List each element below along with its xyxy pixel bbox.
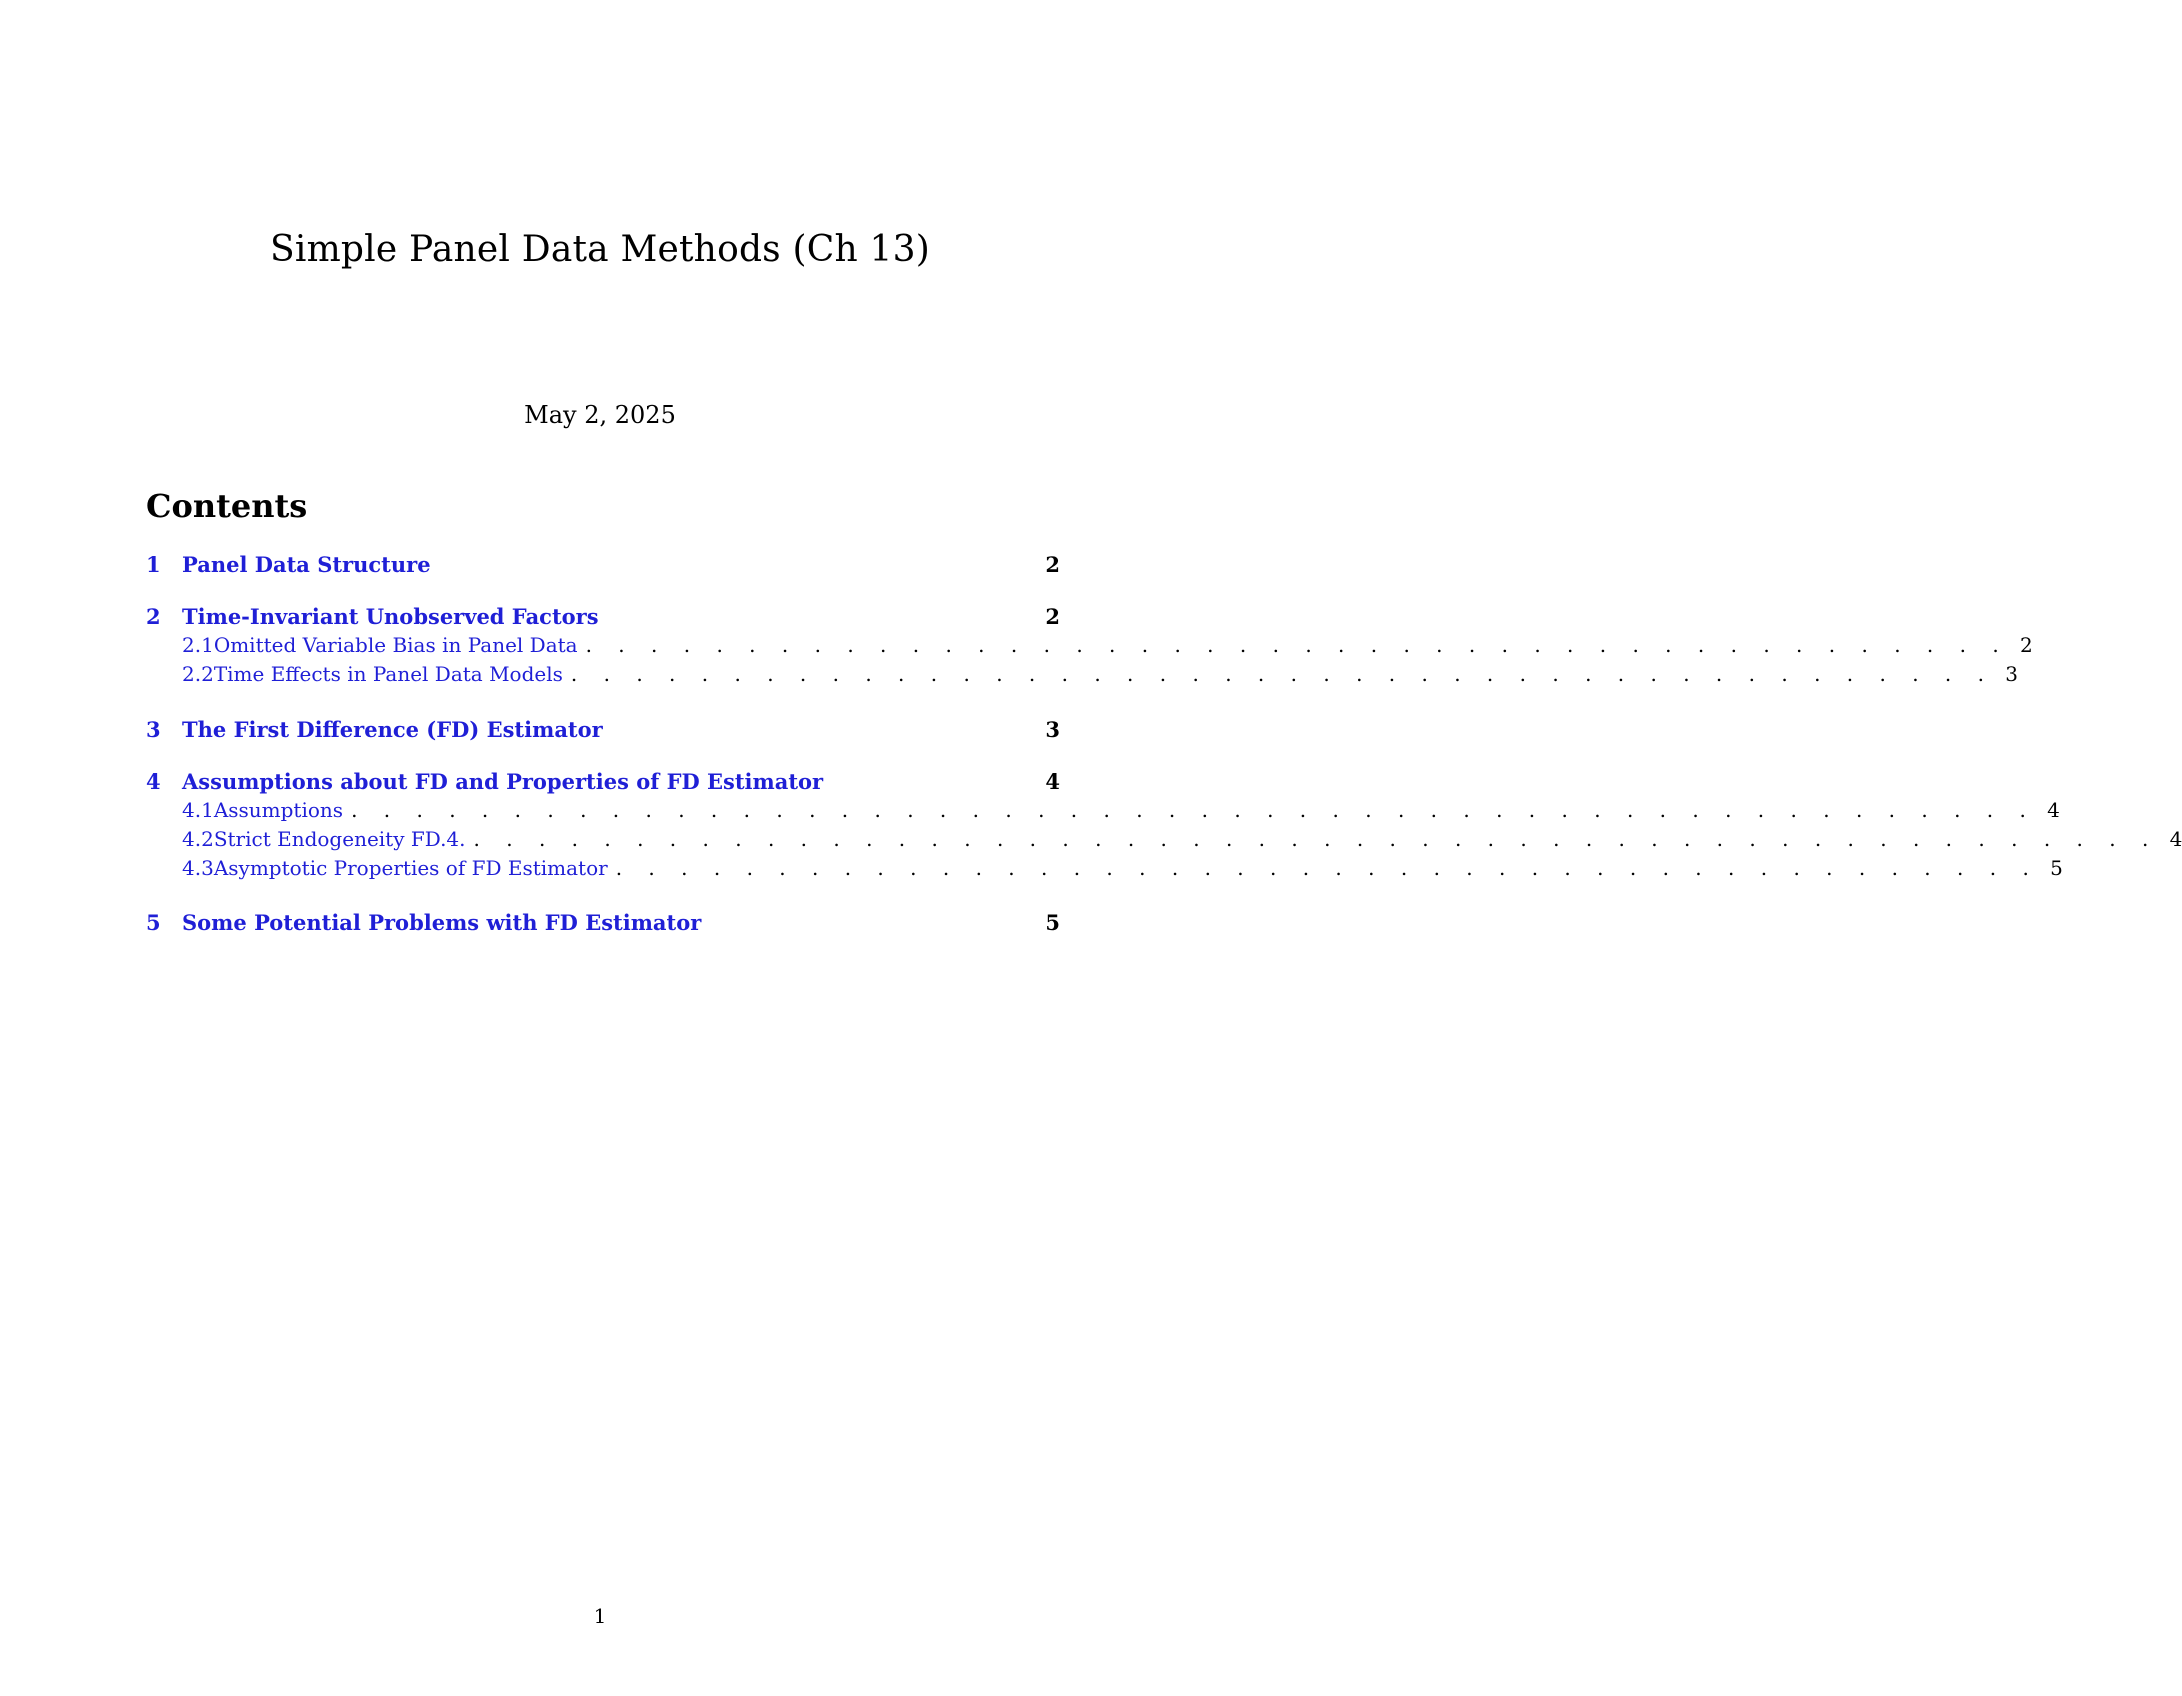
toc-section-number: 4: [146, 769, 161, 794]
toc-page-number: 5: [2050, 856, 2063, 880]
toc-section-5[interactable]: [146, 910, 1060, 940]
toc-page-number: 5: [1045, 910, 1060, 935]
toc-section-number: 1: [146, 552, 161, 577]
toc-page-number: 4: [2169, 827, 2182, 851]
toc-section-label: Time-Invariant Unobserved Factors: [182, 604, 599, 629]
toc-subsection-label: Assumptions: [213, 798, 344, 822]
toc-page-number: 3: [2005, 662, 2019, 686]
toc-page-number: 4: [2047, 798, 2060, 822]
toc-page-number: 4: [1045, 769, 1060, 794]
toc-subsection-4-3[interactable]: [146, 856, 2063, 886]
contents-heading: Contents: [146, 487, 308, 525]
toc-subsection-number: 2.1: [182, 633, 214, 657]
toc-dot-leader: . . . . . . . . . . . . . . . . . . . . . . . . . . . . . . . . . . . . . . . . . . . .: [585, 633, 2009, 657]
toc-page-number: 2: [1045, 552, 1060, 577]
toc-dot-leader: . . . . . . . . . . . . . . . . . . . . . . . . . . . . . . . . . . . . . . . . . . . . . . . . . . . .: [473, 827, 2159, 851]
document-title: Simple Panel Data Methods (Ch 13): [270, 229, 930, 270]
toc-section-4[interactable]: [146, 769, 1060, 799]
toc-page-number: 2: [1045, 604, 1060, 629]
toc-subsection-label: Asymptotic Properties of FD Estimator: [213, 856, 608, 880]
toc-subsection-label: Omitted Variable Bias in Panel Data: [213, 633, 578, 657]
toc-section-number: 5: [146, 910, 161, 935]
toc-section-1[interactable]: [146, 552, 1060, 582]
toc-section-label: Some Potential Problems with FD Estimator: [182, 910, 702, 935]
toc-section-label: Panel Data Structure: [182, 552, 431, 577]
toc-subsection-4-1[interactable]: [146, 798, 2060, 828]
toc-dot-leader: . . . . . . . . . . . . . . . . . . . . . . . . . . . . . . . . . . . . . . . . . . . .: [615, 856, 2039, 880]
toc-section-number: 3: [146, 717, 161, 742]
toc-section-2[interactable]: [146, 604, 1060, 634]
toc-subsection-4-2[interactable]: [146, 827, 2182, 857]
toc-subsection-2-1[interactable]: [146, 633, 2033, 663]
toc-section-number: 2: [146, 604, 161, 629]
toc-subsection-number: 4.1: [182, 798, 214, 822]
toc-subsection-label: Strict Endogeneity FD.4.: [213, 827, 466, 851]
toc-subsection-label: Time Effects in Panel Data Models: [213, 662, 563, 686]
toc-subsection-number: 2.2: [182, 662, 214, 686]
toc-subsection-number: 4.3: [182, 856, 214, 880]
toc-section-label: Assumptions about FD and Properties of FD Estimator: [182, 769, 824, 794]
toc-section-label: The First Difference (FD) Estimator: [182, 717, 603, 742]
toc-dot-leader: . . . . . . . . . . . . . . . . . . . . . . . . . . . . . . . . . . . . . . . . . . . . . . . . . . . .: [351, 798, 2036, 822]
toc-page-number: 2: [2019, 633, 2033, 657]
page-number: 1: [593, 1604, 607, 1628]
toc-subsection-2-2[interactable]: [146, 662, 2019, 692]
toc-section-3[interactable]: [146, 717, 1060, 747]
toc-dot-leader: . . . . . . . . . . . . . . . . . . . . . . . . . . . . . . . . . . . . . . . . . . . .: [570, 662, 1995, 686]
toc-page-number: 3: [1045, 717, 1060, 742]
toc-subsection-number: 4.2: [182, 827, 214, 851]
document-date: May 2, 2025: [524, 401, 676, 429]
